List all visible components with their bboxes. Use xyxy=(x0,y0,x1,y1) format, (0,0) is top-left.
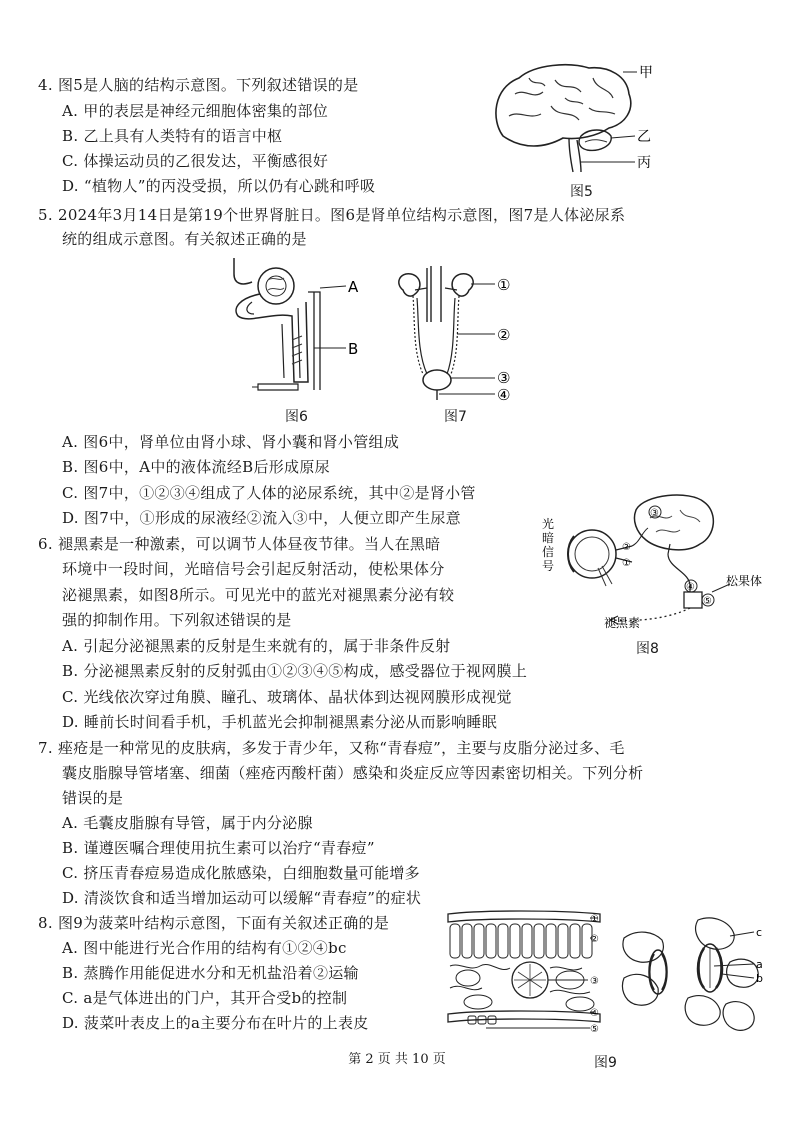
fig9-caption: 图9 xyxy=(594,1055,617,1071)
q7-stem-line2: 囊皮脂腺导管堵塞、细菌（痤疮丙酸杆菌）感染和炎症反应等因素密切相关。下列分析 xyxy=(62,764,644,782)
stomata-label-c: c xyxy=(756,926,763,939)
brain-label-jia: 甲 xyxy=(639,65,653,81)
q8-option-a: A. 图中能进行光合作用的结构有①②④bc xyxy=(62,939,347,957)
nephron-figure xyxy=(222,252,362,402)
q4-option-a: A. 甲的表层是神经元细胞体密集的部位 xyxy=(62,102,329,120)
q5-option-c: C. 图7中，①②③④组成了人体的泌尿系统，其中②是肾小管 xyxy=(62,484,476,502)
q8-option-c: C. a是气体进出的门户，其开合受b的控制 xyxy=(62,989,348,1007)
leaf-label-1: ① xyxy=(590,914,599,925)
fig8-caption: 图8 xyxy=(636,641,659,657)
light-signal-label-4: 号 xyxy=(542,559,555,573)
q4-option-b: B. 乙上具有人类特有的语言中枢 xyxy=(62,127,283,145)
q5-option-b: B. 图6中，A中的液体流经B后形成原尿 xyxy=(62,458,330,476)
leaf-label-2: ② xyxy=(590,934,599,945)
q7-stem-line3: 错误的是 xyxy=(62,789,124,807)
light-signal-label-3: 信 xyxy=(542,545,555,559)
leaf-cross-section-figure xyxy=(440,908,610,1038)
melatonin-num-5: ⑤ xyxy=(703,596,712,607)
light-signal-label-1: 光 xyxy=(542,517,555,531)
q6-stem-line2: 环境中一段时间，光暗信号会引起反射活动，使松果体分 xyxy=(62,560,445,578)
fig7-caption: 图7 xyxy=(444,409,467,425)
q4-option-d: D. “植物人”的丙没受损，所以仍有心跳和呼吸 xyxy=(62,177,376,195)
urinary-label-2: ② xyxy=(497,326,511,344)
urinary-label-1: ① xyxy=(497,276,511,294)
q6-option-d: D. 睡前长时间看手机，手机蓝光会抑制褪黑素分泌从而影响睡眠 xyxy=(62,713,498,731)
nephron-label-b: B xyxy=(348,340,359,358)
q5-option-d: D. 图7中，①形成的尿液经②流入③中，人便立即产生尿意 xyxy=(62,509,461,527)
leaf-label-3: ③ xyxy=(590,976,599,987)
q4-option-c: C. 体操运动员的乙很发达，平衡感很好 xyxy=(62,152,329,170)
melatonin-num-3: ③ xyxy=(650,508,659,519)
melatonin-num-4: ④ xyxy=(686,582,695,593)
melatonin-num-2: ② xyxy=(622,542,631,553)
q6-stem-line1: 6. 褪黑素是一种激素，可以调节人体昼夜节律。当人在黑暗 xyxy=(38,535,441,553)
melatonin-num-1: ① xyxy=(622,558,631,569)
q7-option-b: B. 谨遵医嘱合理使用抗生素可以治疗“青春痘” xyxy=(62,839,375,857)
urinary-system-figure xyxy=(385,262,530,402)
pineal-label: 松果体 xyxy=(726,574,763,588)
q7-stem-line1: 7. 痤疮是一种常见的皮肤病，多发于青少年，又称“青春痘”，主要与皮脂分泌过多、毛 xyxy=(38,739,625,757)
page-footer: 第 2 页 共 10 页 xyxy=(348,1052,446,1067)
leaf-label-4: ④ xyxy=(590,1008,599,1019)
brain-figure xyxy=(485,58,655,183)
q6-stem-line4: 强的抑制作用。下列叙述错误的是 xyxy=(62,611,292,629)
brain-label-yi: 乙 xyxy=(637,129,651,145)
q8-option-d: D. 菠菜叶表皮上的a主要分布在叶片的上表皮 xyxy=(62,1014,369,1032)
fig6-caption: 图6 xyxy=(285,409,308,425)
q8-option-b: B. 蒸腾作用能促进水分和无机盐沿着②运输 xyxy=(62,964,359,982)
q5-stem-line2: 统的组成示意图。有关叙述正确的是 xyxy=(62,230,307,248)
q6-stem-line3: 泌褪黑素，如图8所示。可见光中的蓝光对褪黑素分泌有较 xyxy=(62,586,455,604)
q7-option-c: C. 挤压青春痘易造成化脓感染，白细胞数量可能增多 xyxy=(62,864,420,882)
q6-option-a: A. 引起分泌褪黑素的反射是生来就有的，属于非条件反射 xyxy=(62,637,451,655)
q5-option-a: A. 图6中，肾单位由肾小球、肾小囊和肾小管组成 xyxy=(62,433,400,451)
stomata-label-a: a xyxy=(756,958,763,971)
q7-option-d: D. 清淡饮食和适当增加运动可以缓解“青春痘”的症状 xyxy=(62,889,422,907)
brain-label-bing: 丙 xyxy=(637,155,651,171)
nephron-label-a: A xyxy=(348,278,359,296)
q7-option-a: A. 毛囊皮脂腺有导管，属于内分泌腺 xyxy=(62,814,313,832)
q5-stem-line1: 5. 2024年3月14日是第19个世界肾脏日。图6是肾单位结构示意图，图7是人体泌尿系 xyxy=(38,206,626,224)
urinary-label-3: ③ xyxy=(497,369,511,387)
light-signal-label-2: 暗 xyxy=(542,531,555,545)
stomata-figure xyxy=(618,908,768,1043)
q6-option-b: B. 分泌褪黑素反射的反射弧由①②③④⑤构成，感受器位于视网膜上 xyxy=(62,662,528,680)
q4-stem: 4. 图5是人脑的结构示意图。下列叙述错误的是 xyxy=(38,76,359,94)
urinary-label-4: ④ xyxy=(497,386,511,402)
fig5-caption: 图5 xyxy=(570,184,593,200)
q8-stem: 8. 图9为菠菜叶结构示意图，下面有关叙述正确的是 xyxy=(38,914,390,932)
stomata-label-b: b xyxy=(756,972,763,985)
q6-option-c: C. 光线依次穿过角膜、瞳孔、玻璃体、晶状体到达视网膜形成视觉 xyxy=(62,688,512,706)
melatonin-figure xyxy=(540,488,785,633)
leaf-label-5: ⑤ xyxy=(590,1024,599,1035)
melatonin-label: 褪黑素 xyxy=(604,616,641,630)
